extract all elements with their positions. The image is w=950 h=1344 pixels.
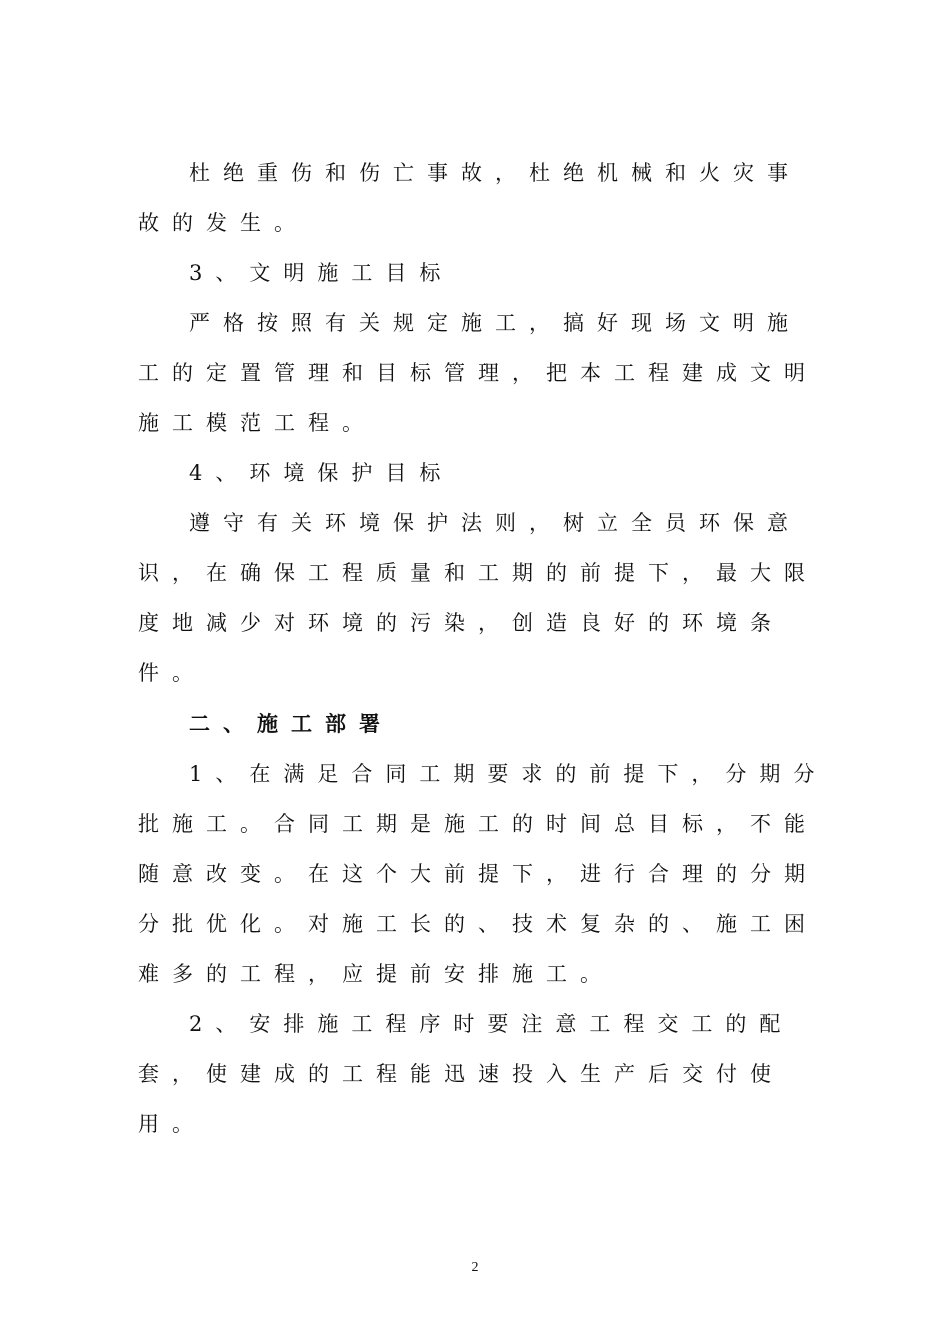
- subheading-environment-protection: 4、环境保护目标: [189, 461, 454, 485]
- paragraph-line: 识，在确保工程质量和工期的前提下，最大限: [138, 561, 818, 585]
- paragraph-line: 施工模范工程。: [138, 411, 376, 435]
- paragraph-line: 2、安排施工程序时要注意工程交工的配: [189, 1012, 794, 1036]
- paragraph-line: 批施工。合同工期是施工的时间总目标，不能: [138, 812, 818, 836]
- paragraph-line: 随意改变。在这个大前提下，进行合理的分期: [138, 862, 818, 886]
- paragraph-line: 用。: [138, 1112, 206, 1136]
- paragraph-line: 遵守有关环境保护法则，树立全员环保意: [189, 511, 801, 535]
- paragraph-line: 难多的工程，应提前安排施工。: [138, 962, 614, 986]
- section-heading-construction-deployment: 二、施工部署: [189, 711, 393, 736]
- subheading-civilized-construction: 3、文明施工目标: [189, 261, 454, 285]
- paragraph-line: 严格按照有关规定施工，搞好现场文明施: [189, 311, 801, 335]
- paragraph-line: 杜绝重伤和伤亡事故，杜绝机械和火灾事: [189, 161, 801, 185]
- paragraph-line: 分批优化。对施工长的、技术复杂的、施工困: [138, 912, 818, 936]
- paragraph-line: 套，使建成的工程能迅速投入生产后交付使: [138, 1062, 784, 1086]
- paragraph-line: 件。: [138, 661, 206, 685]
- paragraph-line: 度地减少对环境的污染，创造良好的环境条: [138, 611, 784, 635]
- paragraph-line: 故的发生。: [138, 211, 308, 235]
- paragraph-line: 工的定置管理和目标管理，把本工程建成文明: [138, 361, 818, 385]
- page-number: 2: [471, 1260, 479, 1275]
- paragraph-line: 1、在满足合同工期要求的前提下，分期分: [189, 762, 828, 786]
